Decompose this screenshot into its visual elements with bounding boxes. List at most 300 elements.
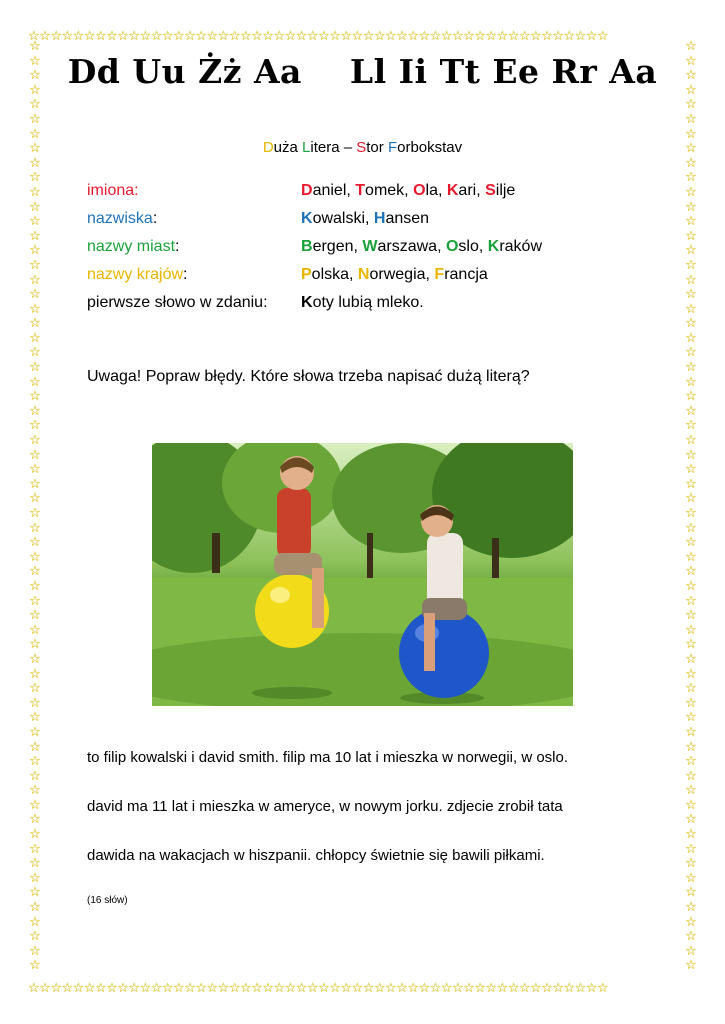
star-icon: ☆ <box>29 958 41 974</box>
star-icon: ☆ <box>685 433 697 449</box>
word-rest: olska, <box>311 266 358 283</box>
rule-label <box>87 266 301 284</box>
star-icon: ☆ <box>385 982 397 996</box>
star-icon: ☆ <box>685 739 697 755</box>
star-icon: ☆ <box>284 30 296 44</box>
star-icon: ☆ <box>318 982 330 996</box>
star-icon: ☆ <box>295 982 307 996</box>
star-icon: ☆ <box>685 564 697 580</box>
star-icon: ☆ <box>440 30 452 44</box>
word-rest: slo, <box>458 238 488 255</box>
star-icon: ☆ <box>139 30 151 44</box>
star-icon: ☆ <box>251 30 263 44</box>
page-title: Dd Uu Żż Aa Ll Ii Tt Ee Rr Aa <box>67 52 658 91</box>
capital-initial: T <box>355 182 366 199</box>
star-icon: ☆ <box>440 982 452 996</box>
star-icon: ☆ <box>685 520 697 536</box>
capital-initial: N <box>357 266 370 283</box>
star-icon: ☆ <box>184 30 196 44</box>
star-icon: ☆ <box>685 97 697 113</box>
star-icon: ☆ <box>552 982 564 996</box>
star-icon: ☆ <box>29 82 41 98</box>
star-icon: ☆ <box>685 841 697 857</box>
star-icon: ☆ <box>29 199 41 215</box>
star-border-top <box>28 30 698 44</box>
star-icon: ☆ <box>217 30 229 44</box>
star-icon: ☆ <box>407 982 419 996</box>
star-icon: ☆ <box>685 141 697 157</box>
star-icon: ☆ <box>685 126 697 142</box>
task-instruction: Uwaga! Popraw błędy. Które słowa trzeba napisać dużą literą? <box>87 368 530 385</box>
word-rest: oty lubią mleko. <box>312 294 424 311</box>
rule-row <box>87 289 681 317</box>
star-icon: ☆ <box>217 982 229 996</box>
star-icon: ☆ <box>685 360 697 376</box>
star-icon: ☆ <box>228 982 240 996</box>
star-icon: ☆ <box>29 68 41 84</box>
star-icon: ☆ <box>530 30 542 44</box>
star-icon: ☆ <box>685 856 697 872</box>
star-icon: ☆ <box>29 243 41 259</box>
star-icon: ☆ <box>685 666 697 682</box>
star-icon: ☆ <box>685 900 697 916</box>
star-icon: ☆ <box>306 30 319 44</box>
word-rest: rancja <box>444 266 488 283</box>
word-rest: raków <box>499 238 542 255</box>
subtitle-text: uża <box>273 139 303 156</box>
star-icon: ☆ <box>61 30 73 44</box>
star-icon: ☆ <box>29 97 41 113</box>
star-icon: ☆ <box>29 53 41 69</box>
star-icon: ☆ <box>29 155 41 171</box>
star-icon: ☆ <box>29 929 41 945</box>
star-icon: ☆ <box>685 184 697 200</box>
star-icon: ☆ <box>173 30 185 44</box>
star-icon: ☆ <box>340 30 352 44</box>
star-icon: ☆ <box>685 476 697 492</box>
star-icon: ☆ <box>29 549 41 565</box>
star-icon: ☆ <box>306 982 319 996</box>
star-icon: ☆ <box>50 30 62 44</box>
star-icon: ☆ <box>29 316 41 332</box>
star-icon: ☆ <box>117 982 129 996</box>
star-icon: ☆ <box>262 30 274 44</box>
rule-row <box>87 205 681 233</box>
star-icon: ☆ <box>29 710 41 726</box>
star-icon: ☆ <box>29 593 41 609</box>
star-icon: ☆ <box>206 30 218 44</box>
star-icon: ☆ <box>29 126 41 142</box>
star-icon: ☆ <box>685 301 697 317</box>
star-icon: ☆ <box>563 982 575 996</box>
star-icon: ☆ <box>29 520 41 536</box>
star-icon: ☆ <box>29 141 41 157</box>
star-icon: ☆ <box>429 982 441 996</box>
word-rest: omek, <box>365 182 414 199</box>
star-icon: ☆ <box>139 982 151 996</box>
star-icon: ☆ <box>239 30 252 44</box>
story-text <box>87 749 647 896</box>
star-icon: ☆ <box>29 870 41 886</box>
star-icon: ☆ <box>685 651 697 667</box>
star-icon: ☆ <box>262 982 274 996</box>
rule-label-colon: : <box>175 238 180 255</box>
story-line: to filip kowalski i david smith. filip ma 10 lat i mieszka w norwegii, w oslo. <box>87 749 569 766</box>
star-icon: ☆ <box>496 982 508 996</box>
star-icon: ☆ <box>29 885 41 901</box>
star-icon: ☆ <box>29 40 41 54</box>
star-icon: ☆ <box>29 345 41 361</box>
star-icon: ☆ <box>685 243 697 259</box>
star-icon: ☆ <box>685 389 697 405</box>
star-icon: ☆ <box>685 374 697 390</box>
star-icon: ☆ <box>29 797 41 813</box>
rule-row <box>87 177 681 205</box>
word-rest: orwegia, <box>369 266 435 283</box>
star-icon: ☆ <box>29 389 41 405</box>
star-icon: ☆ <box>29 476 41 492</box>
rule-label-colon: : <box>152 210 158 227</box>
star-icon: ☆ <box>685 783 697 799</box>
subtitle-initial: F <box>387 139 398 156</box>
star-icon: ☆ <box>429 30 441 44</box>
word-rest: ari, <box>458 182 486 199</box>
star-icon: ☆ <box>29 462 41 478</box>
star-icon: ☆ <box>685 82 697 98</box>
star-border-right <box>684 40 698 985</box>
star-icon: ☆ <box>474 982 486 996</box>
subtitle-text: itera – <box>310 139 357 156</box>
capital-initial: H <box>373 210 386 227</box>
star-icon: ☆ <box>685 797 697 813</box>
capital-initial: B <box>301 238 313 255</box>
star-icon: ☆ <box>685 403 697 419</box>
star-icon: ☆ <box>685 695 697 711</box>
star-icon: ☆ <box>507 30 519 44</box>
star-icon: ☆ <box>29 783 41 799</box>
star-icon: ☆ <box>685 53 697 69</box>
star-icon: ☆ <box>685 316 697 332</box>
rule-row <box>87 261 681 289</box>
capital-initial: K <box>487 238 500 255</box>
rule-label-text: nazwiska <box>87 210 153 227</box>
star-icon: ☆ <box>530 982 542 996</box>
star-icon: ☆ <box>150 982 162 996</box>
star-icon: ☆ <box>29 184 41 200</box>
star-icon: ☆ <box>94 982 107 996</box>
rule-label <box>87 182 301 200</box>
star-icon: ☆ <box>29 403 41 419</box>
star-icon: ☆ <box>340 982 352 996</box>
star-icon: ☆ <box>128 30 140 44</box>
rule-label-colon: : <box>183 266 188 283</box>
star-icon: ☆ <box>29 681 41 697</box>
star-icon: ☆ <box>685 228 697 244</box>
star-icon: ☆ <box>29 433 41 449</box>
star-icon: ☆ <box>685 287 697 303</box>
star-icon: ☆ <box>685 943 697 959</box>
star-icon: ☆ <box>29 228 41 244</box>
star-icon: ☆ <box>474 30 486 44</box>
star-icon: ☆ <box>29 768 41 784</box>
star-icon: ☆ <box>685 754 697 770</box>
word-rest: arszawa, <box>377 238 446 255</box>
star-icon: ☆ <box>29 841 41 857</box>
star-icon: ☆ <box>29 651 41 667</box>
star-icon: ☆ <box>507 982 519 996</box>
star-icon: ☆ <box>685 506 697 521</box>
star-icon: ☆ <box>83 982 95 996</box>
blue-ball-icon <box>399 608 489 698</box>
star-icon: ☆ <box>518 30 531 44</box>
star-icon: ☆ <box>552 30 564 44</box>
star-icon: ☆ <box>373 30 385 44</box>
rule-examples <box>301 266 681 284</box>
story-line: dawida na wakacjach w hiszpanii. chłopcy świetnie się bawili piłkami. <box>87 847 545 864</box>
star-icon: ☆ <box>685 710 697 726</box>
capital-initial: F <box>434 266 445 283</box>
star-icon: ☆ <box>596 30 609 44</box>
star-icon: ☆ <box>28 982 40 996</box>
star-icon: ☆ <box>541 30 553 44</box>
star-icon: ☆ <box>39 30 51 44</box>
star-icon: ☆ <box>685 608 697 624</box>
star-icon: ☆ <box>29 214 41 230</box>
star-icon: ☆ <box>685 637 697 653</box>
star-icon: ☆ <box>685 724 697 740</box>
star-icon: ☆ <box>685 272 697 288</box>
star-icon: ☆ <box>596 982 609 996</box>
star-icon: ☆ <box>29 637 41 653</box>
star-icon: ☆ <box>161 982 174 996</box>
star-icon: ☆ <box>418 30 430 44</box>
star-icon: ☆ <box>451 30 464 44</box>
star-icon: ☆ <box>685 257 697 273</box>
star-icon: ☆ <box>83 30 95 44</box>
subtitle-initial: S <box>356 139 367 156</box>
rule-label <box>87 238 301 256</box>
star-icon: ☆ <box>385 30 397 44</box>
star-icon: ☆ <box>195 30 207 44</box>
subtitle-text: tor <box>366 139 388 156</box>
star-icon: ☆ <box>563 30 575 44</box>
star-icon: ☆ <box>284 982 296 996</box>
star-icon: ☆ <box>29 535 41 551</box>
star-icon: ☆ <box>685 681 697 697</box>
rule-examples <box>301 182 681 200</box>
star-icon: ☆ <box>72 30 84 44</box>
capital-initial: K <box>446 182 459 199</box>
photo-illustration <box>152 443 573 706</box>
star-icon: ☆ <box>541 982 553 996</box>
rule-label-text: nazwy krajów <box>87 266 184 283</box>
rule-label-text: pierwsze słowo w zdaniu: <box>87 294 268 311</box>
star-icon: ☆ <box>362 982 374 996</box>
star-icon: ☆ <box>685 68 697 84</box>
subtitle <box>0 139 725 156</box>
star-icon: ☆ <box>29 622 41 638</box>
star-icon: ☆ <box>29 608 41 624</box>
star-icon: ☆ <box>29 287 41 303</box>
word-rest: ergen, <box>312 238 363 255</box>
star-icon: ☆ <box>117 30 129 44</box>
star-icon: ☆ <box>29 301 41 317</box>
star-icon: ☆ <box>318 30 330 44</box>
star-icon: ☆ <box>29 111 41 127</box>
star-icon: ☆ <box>50 982 62 996</box>
word-rest: la, <box>425 182 447 199</box>
star-icon: ☆ <box>351 30 363 44</box>
star-icon: ☆ <box>28 30 40 44</box>
rule-label-text: imiona: <box>87 182 139 199</box>
star-icon: ☆ <box>161 30 174 44</box>
word-rest: aniel, <box>312 182 356 199</box>
star-icon: ☆ <box>485 30 497 44</box>
star-icon: ☆ <box>251 982 263 996</box>
star-icon: ☆ <box>329 30 341 44</box>
star-icon: ☆ <box>29 914 41 930</box>
star-icon: ☆ <box>685 827 697 843</box>
star-icon: ☆ <box>184 982 196 996</box>
star-icon: ☆ <box>463 982 475 996</box>
star-icon: ☆ <box>362 30 374 44</box>
star-icon: ☆ <box>29 856 41 872</box>
star-icon: ☆ <box>685 199 697 215</box>
star-icon: ☆ <box>685 535 697 551</box>
star-icon: ☆ <box>518 982 531 996</box>
rule-label-text: nazwy miast <box>87 238 176 255</box>
star-icon: ☆ <box>128 982 140 996</box>
star-icon: ☆ <box>685 870 697 886</box>
star-icon: ☆ <box>106 982 118 996</box>
star-icon: ☆ <box>29 447 41 463</box>
photo-boys-on-balls <box>152 443 573 706</box>
capital-initial: P <box>301 266 312 283</box>
star-icon: ☆ <box>29 724 41 740</box>
star-border-bottom <box>28 982 698 996</box>
star-icon: ☆ <box>29 170 41 186</box>
star-icon: ☆ <box>29 900 41 916</box>
star-icon: ☆ <box>29 360 41 376</box>
star-icon: ☆ <box>396 982 408 996</box>
star-icon: ☆ <box>685 491 697 507</box>
subtitle-initial: D <box>262 139 274 156</box>
star-icon: ☆ <box>29 272 41 288</box>
star-icon: ☆ <box>685 578 697 594</box>
rule-row <box>87 233 681 261</box>
rule-label <box>87 210 301 228</box>
star-icon: ☆ <box>94 30 107 44</box>
star-icon: ☆ <box>29 257 41 273</box>
star-icon: ☆ <box>29 695 41 711</box>
capital-initial: O <box>413 182 426 199</box>
capital-initial: S <box>485 182 496 199</box>
star-icon: ☆ <box>29 812 41 828</box>
capital-initial: K <box>301 294 313 311</box>
star-icon: ☆ <box>29 491 41 507</box>
star-icon: ☆ <box>195 982 207 996</box>
capital-initial: D <box>301 182 313 199</box>
word-count: (16 słów) <box>87 895 128 906</box>
star-icon: ☆ <box>685 885 697 901</box>
star-icon: ☆ <box>29 578 41 594</box>
star-icon: ☆ <box>685 40 697 54</box>
star-icon: ☆ <box>685 929 697 945</box>
star-icon: ☆ <box>407 30 419 44</box>
star-icon: ☆ <box>29 827 41 843</box>
star-icon: ☆ <box>685 214 697 230</box>
star-icon: ☆ <box>685 768 697 784</box>
subtitle-initial: L <box>302 139 311 156</box>
star-icon: ☆ <box>29 564 41 580</box>
star-icon: ☆ <box>685 462 697 478</box>
star-icon: ☆ <box>29 506 41 521</box>
star-icon: ☆ <box>685 958 697 974</box>
star-icon: ☆ <box>685 622 697 638</box>
star-icon: ☆ <box>29 739 41 755</box>
star-icon: ☆ <box>685 549 697 565</box>
subtitle-text: orbokstav <box>397 139 463 156</box>
star-icon: ☆ <box>273 982 285 996</box>
star-icon: ☆ <box>485 982 497 996</box>
word-rest: ilje <box>495 182 516 199</box>
star-icon: ☆ <box>496 30 508 44</box>
star-icon: ☆ <box>585 982 597 996</box>
star-icon: ☆ <box>173 982 185 996</box>
star-icon: ☆ <box>463 30 475 44</box>
star-icon: ☆ <box>396 30 408 44</box>
rule-label <box>87 294 301 312</box>
rule-examples <box>301 294 681 312</box>
star-icon: ☆ <box>61 982 73 996</box>
star-icon: ☆ <box>29 666 41 682</box>
word-rest: owalski, <box>312 210 374 227</box>
star-icon: ☆ <box>451 982 464 996</box>
capital-initial: K <box>301 210 313 227</box>
star-icon: ☆ <box>685 111 697 127</box>
star-icon: ☆ <box>351 982 363 996</box>
star-icon: ☆ <box>685 330 697 346</box>
rule-examples <box>301 210 681 228</box>
star-icon: ☆ <box>273 30 285 44</box>
star-icon: ☆ <box>685 170 697 186</box>
capital-letter-rules <box>87 177 681 317</box>
star-icon: ☆ <box>685 345 697 361</box>
star-icon: ☆ <box>373 982 385 996</box>
star-icon: ☆ <box>685 812 697 828</box>
star-icon: ☆ <box>228 30 240 44</box>
star-border-left <box>28 40 42 985</box>
star-icon: ☆ <box>329 982 341 996</box>
capital-initial: W <box>362 238 378 255</box>
star-icon: ☆ <box>685 914 697 930</box>
star-icon: ☆ <box>418 982 430 996</box>
star-icon: ☆ <box>295 30 307 44</box>
star-icon: ☆ <box>685 447 697 463</box>
star-icon: ☆ <box>585 30 597 44</box>
word-rest: ansen <box>385 210 430 227</box>
star-icon: ☆ <box>239 982 252 996</box>
star-icon: ☆ <box>685 155 697 171</box>
star-icon: ☆ <box>72 982 84 996</box>
star-icon: ☆ <box>685 418 697 434</box>
star-icon: ☆ <box>29 330 41 346</box>
star-icon: ☆ <box>574 982 586 996</box>
capital-initial: O <box>445 238 459 255</box>
star-icon: ☆ <box>29 943 41 959</box>
star-icon: ☆ <box>574 30 586 44</box>
story-line: david ma 11 lat i mieszka w ameryce, w nowym jorku. zdjecie zrobił tata <box>87 798 563 815</box>
